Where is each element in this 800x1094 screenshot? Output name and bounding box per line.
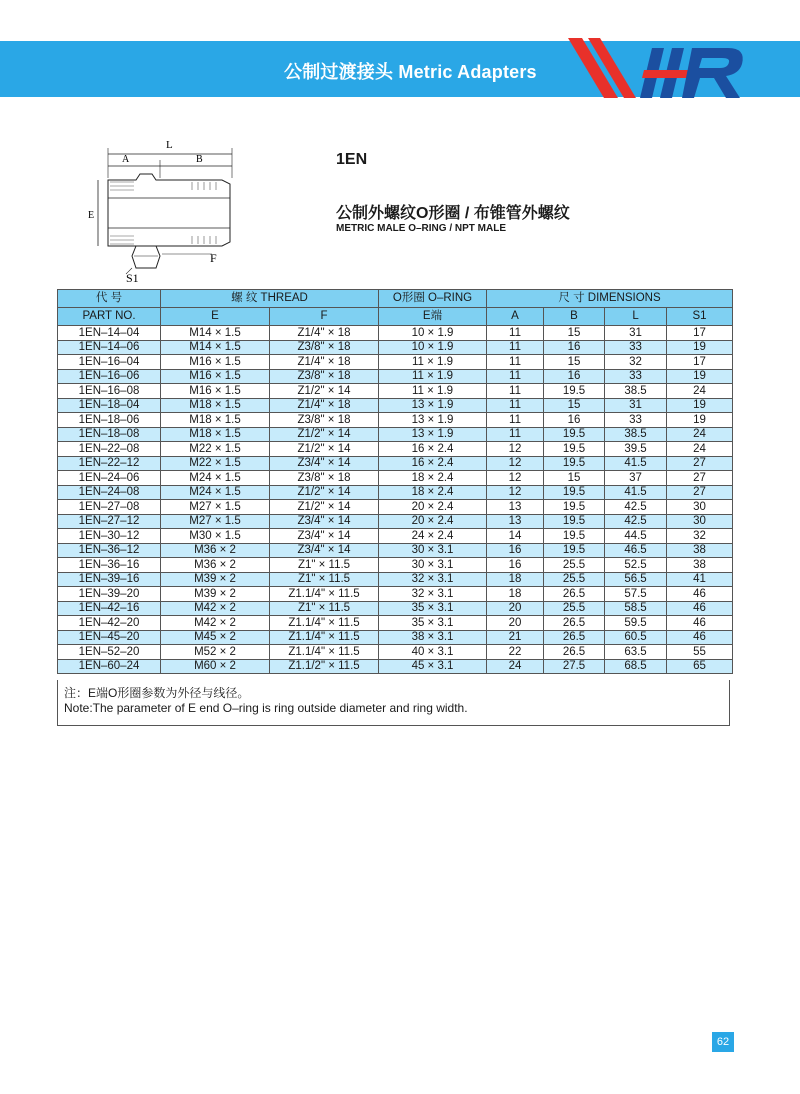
table-cell: 11 × 1.9: [379, 384, 487, 399]
table-cell: 30 × 3.1: [379, 558, 487, 573]
table-cell: 10 × 1.9: [379, 340, 487, 355]
brand-logo: [560, 30, 800, 110]
table-row: [58, 456, 733, 471]
table-cell: Z1.1/4" × 11.5: [270, 645, 379, 660]
table-cell: Z1/4" × 18: [270, 326, 379, 341]
table-cell: M24 × 1.5: [161, 485, 270, 500]
table-cell: 12: [487, 485, 544, 500]
logo-letter-r: [682, 48, 743, 98]
table-cell: 13 × 1.9: [379, 398, 487, 413]
table-cell: Z1" × 11.5: [270, 572, 379, 587]
table-cell: M27 × 1.5: [161, 500, 270, 515]
table-cell: 1EN–16–06: [58, 369, 161, 384]
table-row: [58, 630, 733, 645]
table-cell: 60.5: [605, 630, 667, 645]
table-cell: M39 × 2: [161, 572, 270, 587]
table-cell: 12: [487, 442, 544, 457]
table-cell: M16 × 1.5: [161, 355, 270, 370]
table-cell: 15: [544, 398, 605, 413]
table-cell: 11 × 1.9: [379, 355, 487, 370]
table-row: [58, 413, 733, 428]
table-cell: 1EN–22–08: [58, 442, 161, 457]
table-cell: 58.5: [605, 601, 667, 616]
table-cell: 16: [487, 558, 544, 573]
table-cell: 46: [667, 601, 733, 616]
table-cell: 26.5: [544, 630, 605, 645]
table-cell: Z1/2" × 14: [270, 442, 379, 457]
table-cell: 1EN–24–06: [58, 471, 161, 486]
table-cell: 46.5: [605, 543, 667, 558]
label-l: L: [166, 139, 173, 151]
logo-graphic: [560, 30, 800, 110]
table-cell: 19: [667, 413, 733, 428]
table-cell: 41: [667, 572, 733, 587]
table-cell: 15: [544, 326, 605, 341]
table-cell: Z1" × 11.5: [270, 601, 379, 616]
table-row: [58, 340, 733, 355]
table-cell: 59.5: [605, 616, 667, 631]
table-header-row-2: [58, 308, 733, 326]
table-cell: 32 × 3.1: [379, 572, 487, 587]
table-cell: 18: [487, 587, 544, 602]
table-cell: 31: [605, 326, 667, 341]
table-cell: Z3/8" × 18: [270, 471, 379, 486]
table-cell: Z1/4" × 18: [270, 398, 379, 413]
table-cell: 27: [667, 471, 733, 486]
table-cell: 11: [487, 340, 544, 355]
table-row: [58, 442, 733, 457]
table-cell: 11: [487, 413, 544, 428]
column-header: S1: [667, 308, 733, 326]
table-cell: 44.5: [605, 529, 667, 544]
table-cell: Z1" × 11.5: [270, 558, 379, 573]
table-cell: 19.5: [544, 485, 605, 500]
table-cell: 11: [487, 384, 544, 399]
table-cell: 38 × 3.1: [379, 630, 487, 645]
table-cell: 18: [487, 572, 544, 587]
table-cell: 19.5: [544, 514, 605, 529]
header-thread: 螺 纹 THREAD: [161, 290, 379, 308]
table-cell: Z1.1/4" × 11.5: [270, 630, 379, 645]
table-cell: 11: [487, 355, 544, 370]
table-cell: 18 × 2.4: [379, 471, 487, 486]
table-cell: Z3/8" × 18: [270, 340, 379, 355]
table-cell: 12: [487, 456, 544, 471]
table-cell: 1EN–16–08: [58, 384, 161, 399]
table-cell: 20: [487, 601, 544, 616]
table-cell: Z1/4" × 18: [270, 355, 379, 370]
hex-nut: [132, 246, 160, 268]
table-cell: 1EN–42–16: [58, 601, 161, 616]
table-cell: 20 × 2.4: [379, 514, 487, 529]
table-cell: 19.5: [544, 529, 605, 544]
label-s1: S1: [126, 271, 139, 285]
table-cell: M18 × 1.5: [161, 398, 270, 413]
table-cell: 32: [667, 529, 733, 544]
table-cell: 26.5: [544, 616, 605, 631]
table-cell: 46: [667, 587, 733, 602]
table-cell: 21: [487, 630, 544, 645]
table-cell: 45 × 3.1: [379, 659, 487, 674]
table-row: [58, 543, 733, 558]
table-cell: 17: [667, 326, 733, 341]
label-a: A: [122, 154, 130, 165]
table-cell: 38: [667, 558, 733, 573]
table-row: [58, 384, 733, 399]
table-cell: Z1/2" × 14: [270, 500, 379, 515]
table-cell: 42.5: [605, 500, 667, 515]
table-cell: Z3/4" × 14: [270, 529, 379, 544]
table-cell: 16: [544, 413, 605, 428]
table-cell: M39 × 2: [161, 587, 270, 602]
table-cell: Z1.1/4" × 11.5: [270, 616, 379, 631]
table-cell: 1EN–52–20: [58, 645, 161, 660]
table-cell: 16: [544, 340, 605, 355]
table-cell: Z3/4" × 14: [270, 514, 379, 529]
fitting-drawing: [72, 138, 252, 286]
table-cell: 27.5: [544, 659, 605, 674]
table-cell: 1EN–45–20: [58, 630, 161, 645]
table-cell: 1EN–42–20: [58, 616, 161, 631]
column-header: A: [487, 308, 544, 326]
table-cell: 16 × 2.4: [379, 442, 487, 457]
table-cell: 24: [487, 659, 544, 674]
table-cell: 38.5: [605, 384, 667, 399]
table-cell: 57.5: [605, 587, 667, 602]
table-row: [58, 572, 733, 587]
table-row: [58, 485, 733, 500]
table-cell: M36 × 2: [161, 543, 270, 558]
table-cell: 1EN–14–04: [58, 326, 161, 341]
table-row: [58, 558, 733, 573]
table-cell: 35 × 3.1: [379, 601, 487, 616]
table-cell: 12: [487, 471, 544, 486]
table-cell: 1EN–36–16: [58, 558, 161, 573]
table-cell: M36 × 2: [161, 558, 270, 573]
table-row: [58, 659, 733, 674]
table-row: [58, 529, 733, 544]
label-e: E: [88, 210, 95, 221]
table-row: [58, 326, 733, 341]
table-row: [58, 427, 733, 442]
table-cell: M52 × 2: [161, 645, 270, 660]
table-cell: 19: [667, 398, 733, 413]
table-row: [58, 471, 733, 486]
table-cell: 22: [487, 645, 544, 660]
fitting-svg: [72, 138, 252, 286]
table-cell: 1EN–24–08: [58, 485, 161, 500]
table-cell: 1EN–30–12: [58, 529, 161, 544]
table-cell: 38: [667, 543, 733, 558]
table-cell: 15: [544, 471, 605, 486]
table-cell: 1EN–18–08: [58, 427, 161, 442]
table-row: [58, 645, 733, 660]
table-cell: 25.5: [544, 572, 605, 587]
table-cell: 1EN–60–24: [58, 659, 161, 674]
table-row: [58, 616, 733, 631]
table-row: [58, 601, 733, 616]
table-cell: Z3/4" × 14: [270, 456, 379, 471]
header-part-cn: 代 号: [58, 290, 161, 308]
table-cell: 19.5: [544, 442, 605, 457]
table-cell: M22 × 1.5: [161, 456, 270, 471]
table-cell: M60 × 2: [161, 659, 270, 674]
table-cell: 39.5: [605, 442, 667, 457]
table-cell: 19.5: [544, 500, 605, 515]
table-cell: 31: [605, 398, 667, 413]
label-f: F: [210, 251, 217, 265]
table-cell: 13: [487, 500, 544, 515]
table-cell: 26.5: [544, 587, 605, 602]
table-row: [58, 500, 733, 515]
table-cell: 33: [605, 369, 667, 384]
table-cell: M27 × 1.5: [161, 514, 270, 529]
table-cell: Z1/2" × 14: [270, 384, 379, 399]
table-header-row-1: [58, 290, 733, 308]
table-cell: 1EN–16–04: [58, 355, 161, 370]
table-cell: Z1/2" × 14: [270, 485, 379, 500]
table-cell: 15: [544, 355, 605, 370]
table-cell: M42 × 2: [161, 616, 270, 631]
table-row: [58, 355, 733, 370]
header-dimensions: 尺 寸 DIMENSIONS: [487, 290, 733, 308]
table-cell: 46: [667, 616, 733, 631]
header-oring: O形圈 O–RING: [379, 290, 487, 308]
table-cell: 33: [605, 340, 667, 355]
table-cell: 11: [487, 398, 544, 413]
table-cell: 41.5: [605, 456, 667, 471]
table-cell: 40 × 3.1: [379, 645, 487, 660]
table-cell: 19.5: [544, 456, 605, 471]
table-cell: 35 × 3.1: [379, 616, 487, 631]
note-en: Note:The parameter of E end O–ring is ring outside diameter and ring width.: [64, 701, 468, 715]
table-cell: 19: [667, 369, 733, 384]
product-code: 1EN: [336, 151, 368, 168]
table-cell: 14: [487, 529, 544, 544]
table-cell: 25.5: [544, 601, 605, 616]
table-cell: 30: [667, 514, 733, 529]
table-cell: 11: [487, 427, 544, 442]
table-cell: M30 × 1.5: [161, 529, 270, 544]
table-cell: 20: [487, 616, 544, 631]
table-cell: Z3/8" × 18: [270, 413, 379, 428]
column-header: E: [161, 308, 270, 326]
table-cell: 19: [667, 340, 733, 355]
table-cell: Z3/4" × 14: [270, 543, 379, 558]
spec-table: [57, 289, 733, 674]
table-row: [58, 369, 733, 384]
table-cell: 16 × 2.4: [379, 456, 487, 471]
table-cell: 1EN–39–16: [58, 572, 161, 587]
table-cell: 1EN–39–20: [58, 587, 161, 602]
table-cell: 27: [667, 456, 733, 471]
table-cell: 1EN–18–04: [58, 398, 161, 413]
table-cell: 13 × 1.9: [379, 427, 487, 442]
label-b: B: [196, 154, 203, 165]
fitting-outline: [108, 174, 230, 246]
table-cell: 19.5: [544, 384, 605, 399]
table-cell: 33: [605, 413, 667, 428]
table-cell: Z3/8" × 18: [270, 369, 379, 384]
table-cell: 52.5: [605, 558, 667, 573]
table-cell: 26.5: [544, 645, 605, 660]
product-name-en: METRIC MALE O–RING / NPT MALE: [336, 223, 506, 234]
table-cell: 11: [487, 326, 544, 341]
table-cell: 24: [667, 384, 733, 399]
table-cell: 13: [487, 514, 544, 529]
table-cell: 19.5: [544, 427, 605, 442]
table-cell: 13 × 1.9: [379, 413, 487, 428]
table-cell: M24 × 1.5: [161, 471, 270, 486]
table-row: [58, 514, 733, 529]
table-cell: 1EN–27–12: [58, 514, 161, 529]
column-header: B: [544, 308, 605, 326]
table-cell: 16: [487, 543, 544, 558]
page-number: 62: [712, 1032, 734, 1052]
table-cell: 42.5: [605, 514, 667, 529]
table-cell: M42 × 2: [161, 601, 270, 616]
table-cell: 18 × 2.4: [379, 485, 487, 500]
table-cell: M45 × 2: [161, 630, 270, 645]
table-cell: 63.5: [605, 645, 667, 660]
table-cell: 55: [667, 645, 733, 660]
table-cell: 11 × 1.9: [379, 369, 487, 384]
note-box: [57, 680, 730, 726]
table-row: [58, 398, 733, 413]
table-cell: 68.5: [605, 659, 667, 674]
table-cell: Z1.1/2" × 11.5: [270, 659, 379, 674]
table-cell: M14 × 1.5: [161, 340, 270, 355]
table-cell: Z1/2" × 14: [270, 427, 379, 442]
table-cell: 16: [544, 369, 605, 384]
table-cell: 17: [667, 355, 733, 370]
table-cell: 46: [667, 630, 733, 645]
column-header: PART NO.: [58, 308, 161, 326]
table-cell: 19.5: [544, 543, 605, 558]
table-cell: 24: [667, 442, 733, 457]
table-cell: 1EN–36–12: [58, 543, 161, 558]
table-cell: Z1.1/4" × 11.5: [270, 587, 379, 602]
table-cell: 37: [605, 471, 667, 486]
table-cell: M14 × 1.5: [161, 326, 270, 341]
table-cell: 1EN–27–08: [58, 500, 161, 515]
table-cell: M18 × 1.5: [161, 427, 270, 442]
table-cell: M16 × 1.5: [161, 369, 270, 384]
table-body: [58, 326, 733, 674]
table-cell: 11: [487, 369, 544, 384]
table-cell: 30 × 3.1: [379, 543, 487, 558]
table-cell: 1EN–14–06: [58, 340, 161, 355]
page-title: 公制过渡接头 Metric Adapters: [284, 62, 537, 82]
table-cell: M18 × 1.5: [161, 413, 270, 428]
table-cell: 32: [605, 355, 667, 370]
table-cell: M16 × 1.5: [161, 384, 270, 399]
table-cell: 30: [667, 500, 733, 515]
table-cell: 1EN–22–12: [58, 456, 161, 471]
table-cell: 65: [667, 659, 733, 674]
table-cell: 38.5: [605, 427, 667, 442]
column-header: E端: [379, 308, 487, 326]
table-cell: 41.5: [605, 485, 667, 500]
table-cell: 24 × 2.4: [379, 529, 487, 544]
table-cell: 1EN–18–06: [58, 413, 161, 428]
table-cell: 32 × 3.1: [379, 587, 487, 602]
table-row: [58, 587, 733, 602]
column-header: F: [270, 308, 379, 326]
note-cn: 注：E端O形圈参数为外径与线径。: [64, 686, 250, 700]
table-cell: M22 × 1.5: [161, 442, 270, 457]
product-name-cn: 公制外螺纹O形圈 / 布锥管外螺纹: [336, 205, 570, 222]
table-cell: 56.5: [605, 572, 667, 587]
table-cell: 24: [667, 427, 733, 442]
table-cell: 25.5: [544, 558, 605, 573]
table-cell: 20 × 2.4: [379, 500, 487, 515]
table-cell: 10 × 1.9: [379, 326, 487, 341]
table-cell: 27: [667, 485, 733, 500]
column-header: L: [605, 308, 667, 326]
